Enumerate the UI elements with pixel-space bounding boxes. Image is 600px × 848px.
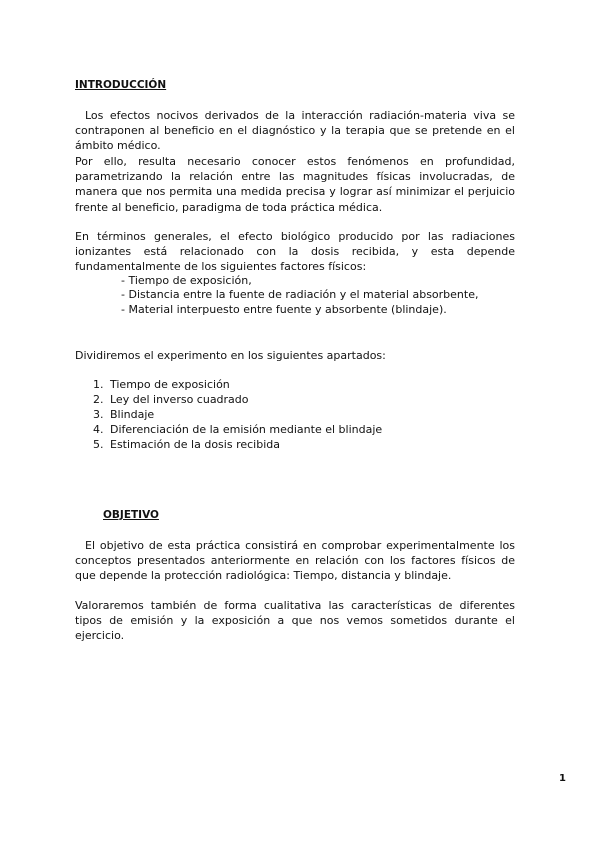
objective-paragraph-2: Valoraremos también de forma cualitativa las características de diferentes tipos de emisión y la exposición a que nos vemos sometidos durante el ejercicio. [75, 599, 515, 643]
list-item: - Distancia entre la fuente de radiación y el material absorbente, [121, 288, 478, 302]
physical-factors-list [121, 274, 478, 317]
list-item-text: Tiempo de exposición [110, 378, 230, 391]
list-item-text: Diferenciación de la emisión mediante el blindaje [110, 423, 383, 437]
page-number: 1 [559, 773, 566, 784]
list-item-number: 4. [93, 423, 104, 437]
list-item [93, 407, 382, 422]
list-item: - Material interpuesto entre fuente y absorbente (blindaje). [121, 303, 478, 317]
objective-heading: OBJETIVO [103, 509, 159, 521]
list-item-text: Ley del inverso cuadrado [110, 393, 249, 407]
list-item [93, 437, 382, 452]
introduction-paragraph-1: Los efectos nocivos derivados de la interacción radiación-materia viva se contraponen al beneficio en el diagnóstico y la terapia que se pretende en el ámbito médico. [75, 109, 515, 153]
introduction-heading: INTRODUCCIÓN [75, 79, 167, 91]
list-item: - Tiempo de exposición, [121, 274, 478, 288]
list-item-number: 5. [93, 438, 104, 452]
list-item-number: 2. [93, 393, 104, 407]
list-item-number: 3. [93, 408, 104, 422]
introduction-paragraph-3: En términos generales, el efecto biológico producido por las radiaciones ionizantes está relacionado con la dosis recibida, y esta depende fundamentalmente de los siguientes factores físicos: [75, 230, 515, 274]
list-item-text: Blindaje [110, 408, 155, 422]
objective-paragraph-1: El objetivo de esta práctica consistirá en comprobar experimentalmente los conceptos presentados anteriormente en relación con los factores físicos de que depende la protección radiológica: Tiempo, distancia y blindaje. [75, 539, 515, 583]
introduction-paragraph-4: Dividiremos el experimento en los siguientes apartados: [75, 349, 386, 362]
list-item [93, 422, 382, 437]
list-item-text: Estimación de la dosis recibida [110, 438, 280, 452]
list-item-number: 1. [93, 378, 104, 391]
list-item [93, 392, 382, 407]
list-item [93, 377, 382, 392]
experiment-sections-list [93, 377, 382, 452]
introduction-paragraph-2: Por ello, resulta necesario conocer estos fenómenos en profundidad, parametrizando la relación entre las magnitudes físicas involucradas, de manera que nos permita una medida precisa y lograr así minimizar el perjuicio frente al beneficio, paradigma de toda práctica médica. [75, 155, 515, 214]
